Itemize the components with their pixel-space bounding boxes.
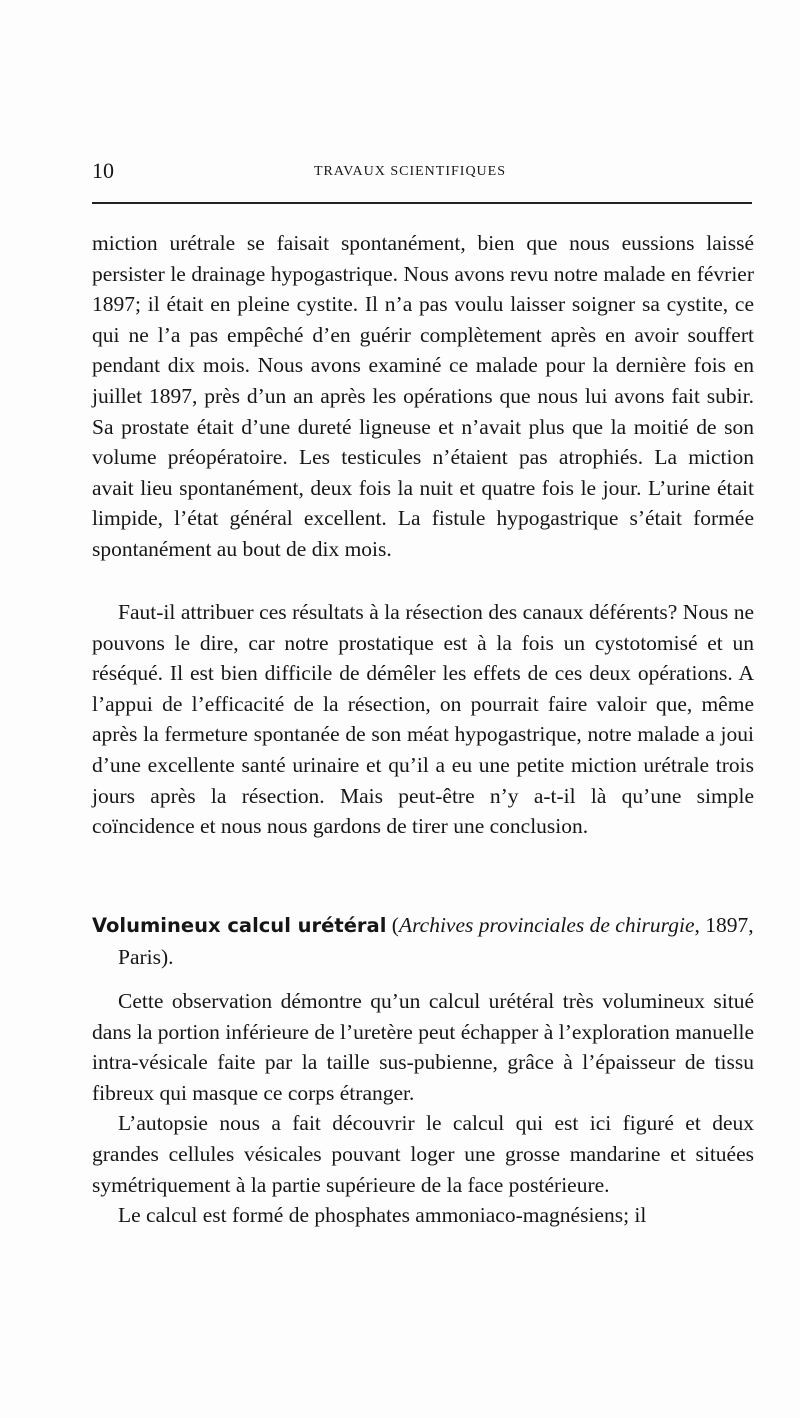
section-title: Volumineux calcul urétéral	[92, 914, 387, 937]
reference-open: (	[386, 913, 399, 937]
running-head	[92, 158, 752, 188]
section-heading	[92, 910, 754, 972]
paragraph: L’autopsie nous a fait découvrir le calcul qui est ici figuré et deux grandes cellules vésicales pouvant loger une grosse mandarine et situées symétriquement à la partie supérieure de la face postérieure.	[92, 1111, 754, 1197]
paragraph: miction urétrale se faisait spontanément, bien que nous eussions laissé persister le drainage hypogastrique. Nous avons revu notre malade en février 1897; il était en pleine cystite. Il n’a pas voulu laisser soigner sa cystite, ce qui ne l’a pas empêché d’en guérir complètement après en avoir souffert pendant dix mois. Nous avons examiné ce malade pour la dernière fois en juillet 1897, près d’un an après les opérations que nous lui avons fait subir. Sa prostate était d’une dureté ligneuse et n’avait plus que la moitié de son volume préopératoire. Les testicules n’étaient pas atrophiés. La miction avait lieu spontanément, deux fois la nuit et quatre fois le jour. L’urine était limpide, l’état général excellent. La fistule hypogastrique s’était formée spontanément au bout de dix mois.	[92, 231, 754, 561]
page-number: 10	[92, 158, 114, 183]
header-rule	[92, 202, 752, 204]
paragraph: Faut-il attribuer ces résultats à la résection des canaux déférents? Nous ne pouvons le dire, car notre prostatique est à la fois un cystotomisé et un réséqué. Il est bien difficile de démêler les effets de ces deux opérations. A l’appui de l’efficacité de la résection, on pourrait faire valoir que, même après la fermeture spontanée de son méat hypogastrique, notre malade a joui d’une excellente santé urinaire et qu’il a eu une petite miction urétrale trois jours après la résection. Mais peut-être n’y a-t-il là qu’une simple coïncidence et nous nous gardons de tirer une conclusion.	[92, 600, 754, 839]
section-body	[92, 986, 754, 1231]
paragraph-continuation	[92, 228, 754, 565]
running-title: TRAVAUX SCIENTIFIQUES	[314, 164, 507, 179]
paragraph-discussion	[92, 597, 754, 842]
reference-journal: Archives provinciales de chirurgie	[398, 913, 695, 937]
paragraph: Cette observation démontre qu’un calcul urétéral très volumineux situé dans la portion inférieure de l’uretère peut échapper à l’exploration manuelle intra-vésicale faite par la taille sus-pubienne, grâce à l’épaisseur de tissu fibreux qui masque ce corps étranger.	[92, 989, 754, 1105]
paragraph: Le calcul est formé de phosphates ammoniaco-magnésiens; il	[118, 1203, 647, 1228]
reference-close: , 1897, Paris).	[118, 913, 754, 969]
